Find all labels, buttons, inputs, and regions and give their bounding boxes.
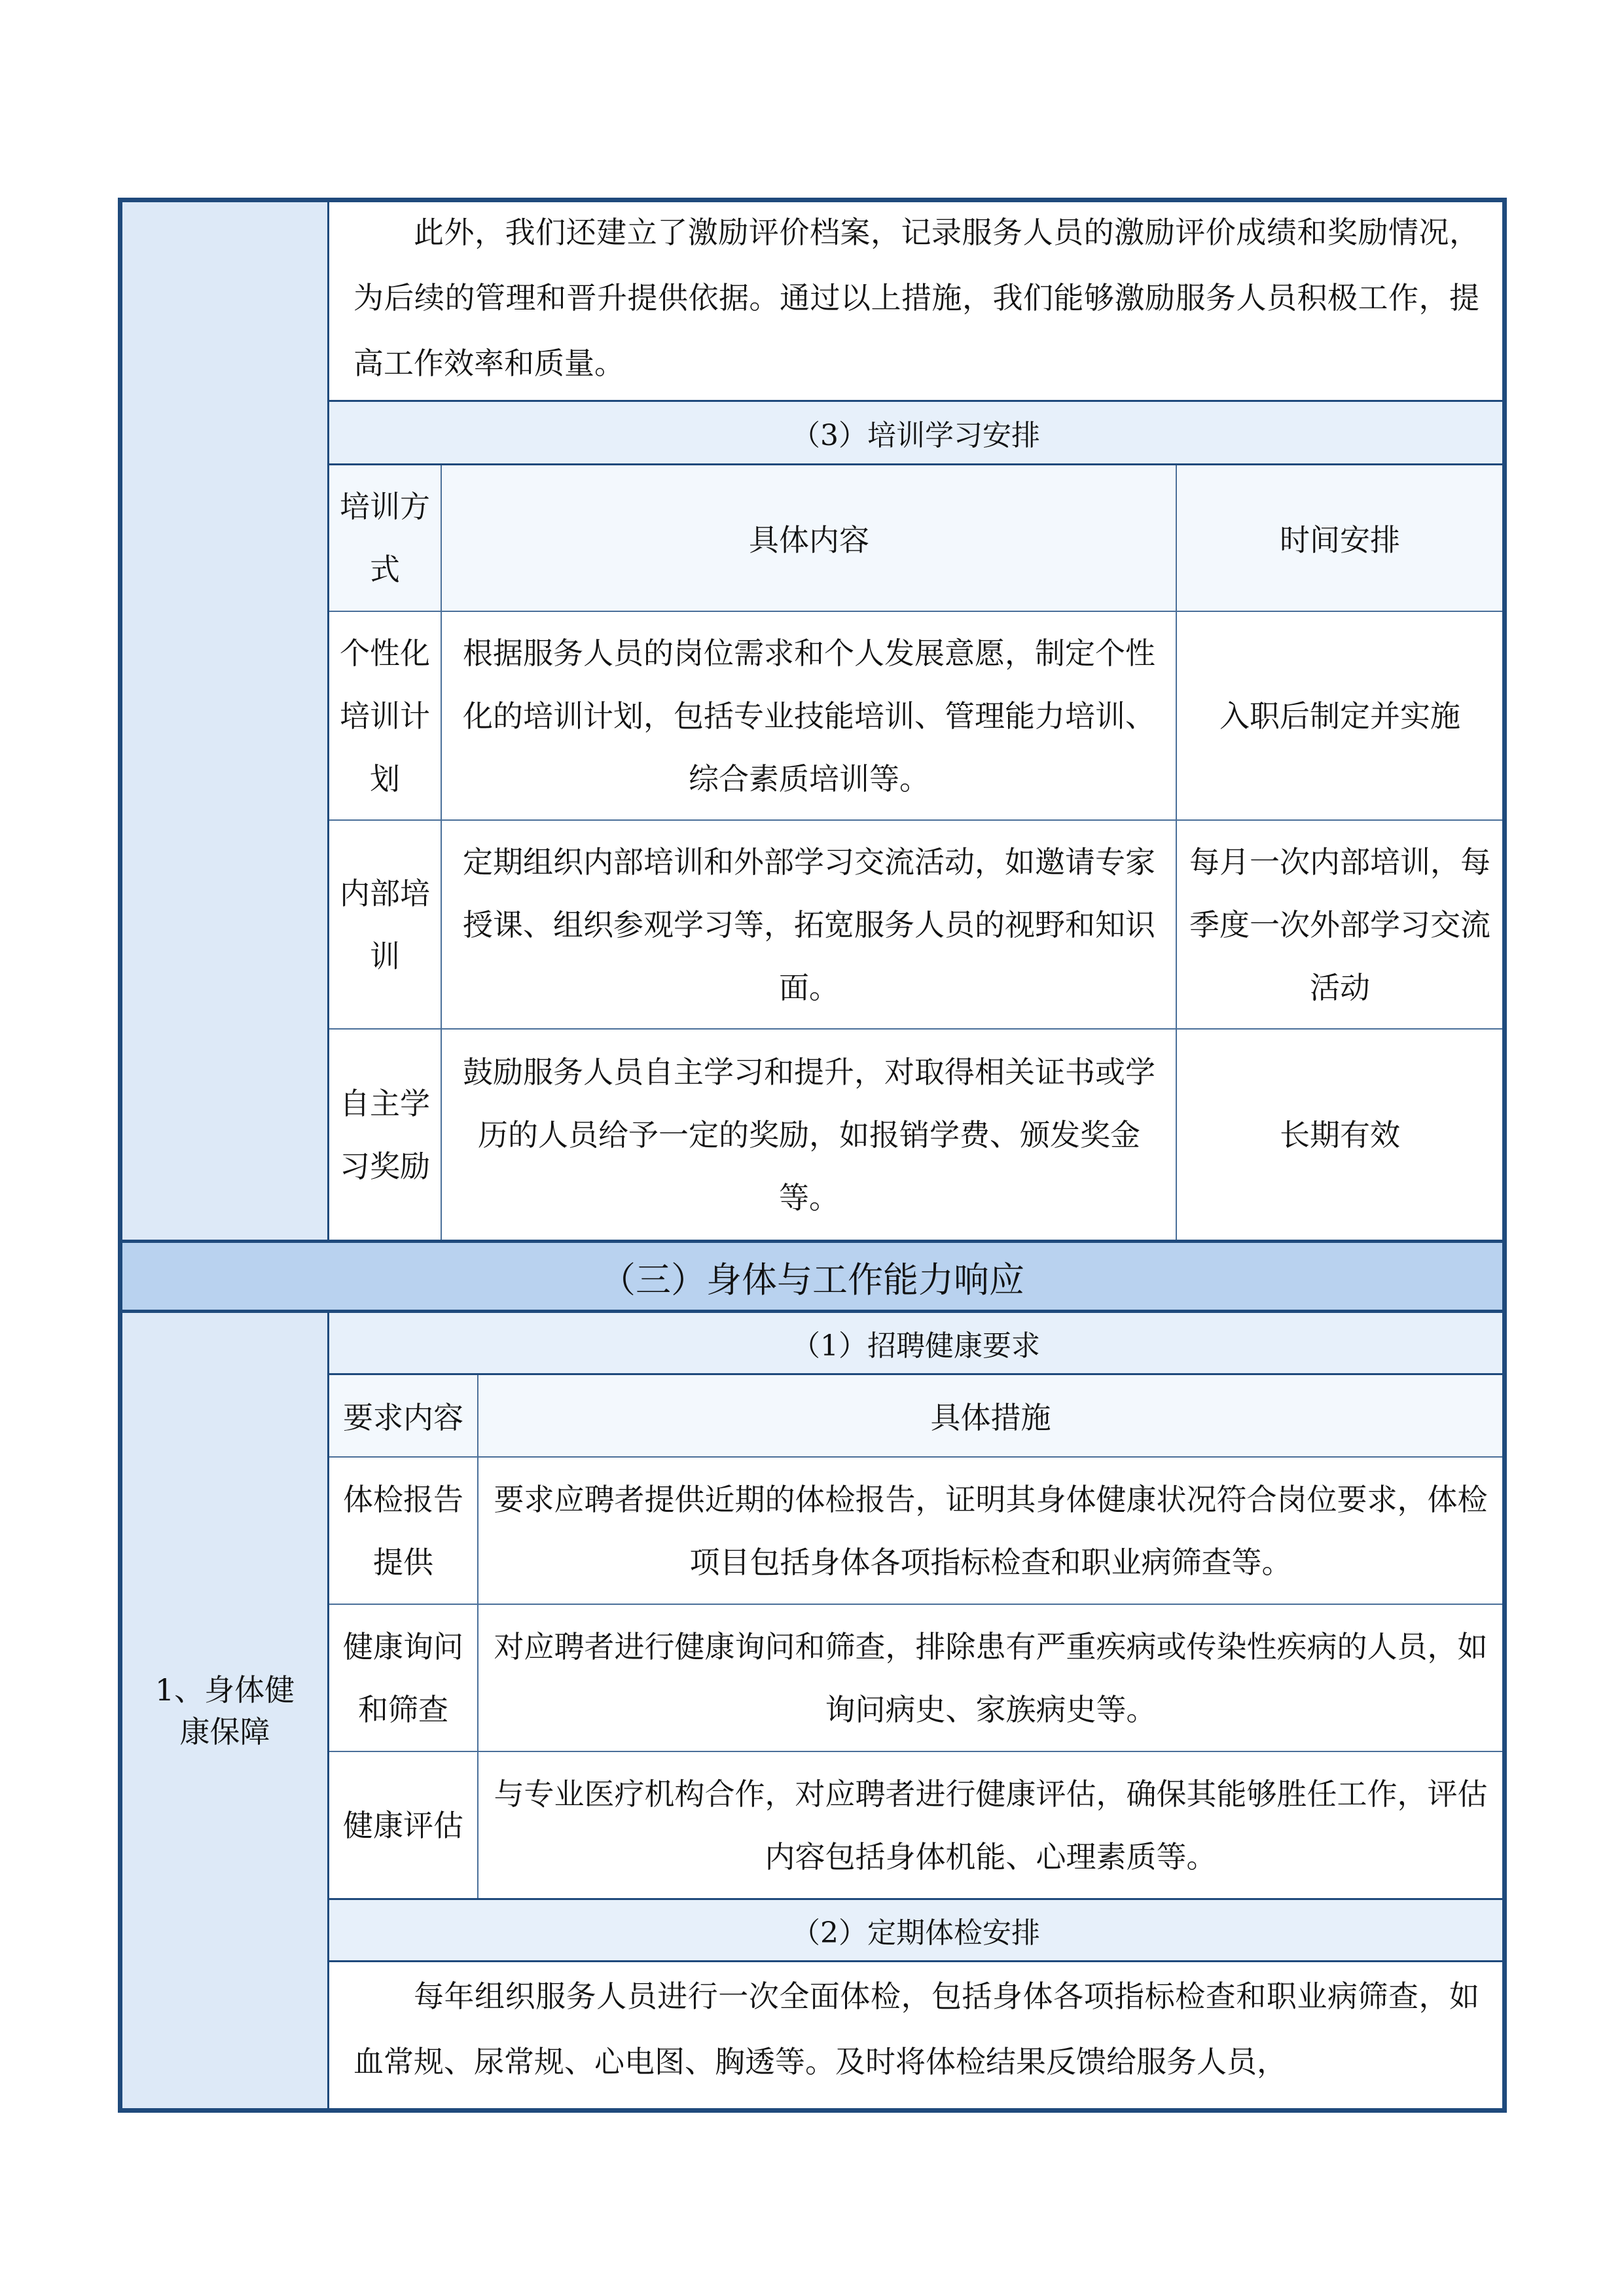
exam-title: （2）定期体检安排 <box>329 1900 1502 1960</box>
left-label-health: 1、身体健康保障 <box>154 1672 295 1749</box>
rule-recruit-col-1 <box>477 1375 478 1898</box>
exam-paragraph: 每年组织服务人员进行一次全面体检，包括身体各项指标检查和职业病筛查，如血常规、尿常规、心电图、胸透等。及时将体检结果反馈给服务人员， <box>353 1979 1479 2079</box>
header-measure: 具体措施 <box>479 1375 1502 1456</box>
training-row-1-time: 入职后制定并实施 <box>1219 698 1460 734</box>
training-row-2-content: 定期组织内部培训和外部学习交流活动，如邀请专家授课、组织参观学习等，拓宽服务人员的视野和知识面。 <box>463 844 1155 1005</box>
rule-after-training-row-2 <box>329 1028 1502 1030</box>
rule-after-recruit-row-3 <box>329 1898 1502 1900</box>
rule-after-recruit-header <box>329 1456 1502 1458</box>
rule-after-exam-title <box>329 1960 1502 1962</box>
rule-training-col-2 <box>1176 465 1177 1241</box>
recruit-row-1-req: 体检报告提供 <box>343 1482 463 1580</box>
recruit-row-3-req: 健康评估 <box>343 1808 463 1843</box>
training-row-2-time: 每月一次内部培训，每季度一次外部学习交流活动 <box>1189 844 1490 1005</box>
rule-after-training-header <box>329 611 1502 612</box>
divider-left-col-top <box>327 202 329 1243</box>
recruit-row-2-req: 健康询问和筛查 <box>343 1629 463 1727</box>
training-title: （3）培训学习安排 <box>329 402 1502 463</box>
recruit-row-2-measure: 对应聘者进行健康询问和筛查，排除患有严重疾病或传染性疾病的人员，如询问病史、家族病史等。 <box>494 1629 1488 1727</box>
rule-after-training-row-1 <box>329 819 1502 821</box>
rule-after-paragraph <box>329 400 1502 402</box>
header-time: 时间安排 <box>1178 465 1502 611</box>
training-row-1-method: 个性化培训计划 <box>340 636 430 797</box>
rule-after-section <box>122 1310 1502 1313</box>
section-title: （三）身体与工作能力响应 <box>122 1243 1502 1311</box>
left-column-top <box>122 202 327 1241</box>
training-row-1-content: 根据服务人员的岗位需求和个人发展意愿，制定个性化的培训计划，包括专业技能培训、管理能力培训、综合素质培训等。 <box>463 636 1155 797</box>
rule-after-recruit-row-2 <box>329 1751 1502 1752</box>
training-row-2-method: 内部培训 <box>340 876 430 974</box>
rule-training-col-1 <box>441 465 442 1241</box>
recruit-row-3-measure: 与专业医疗机构合作，对应聘者进行健康评估，确保其能够胜任工作，评估内容包括身体机能、心理素质等。 <box>494 1776 1488 1874</box>
rule-before-section <box>122 1240 1502 1243</box>
header-training-method-text: 培训方式 <box>340 489 430 587</box>
rule-after-recruit-row-1 <box>329 1604 1502 1605</box>
header-training-method <box>329 465 441 611</box>
rule-after-recruit-title <box>329 1373 1502 1375</box>
training-row-3-content: 鼓励服务人员自主学习和提升，对取得相关证书或学历的人员给予一定的奖励，如报销学费、颁发奖金等。 <box>463 1054 1155 1215</box>
incentive-paragraph: 此外，我们还建立了激励评价档案，记录服务人员的激励评价成绩和奖励情况，为后续的管理和晋升提供依据。通过以上措施，我们能够激励服务人员积极工作，提高工作效率和质量。 <box>353 215 1479 381</box>
training-row-3-method: 自主学习奖励 <box>340 1086 430 1184</box>
header-requirement: 要求内容 <box>329 1375 477 1456</box>
rule-after-training-title <box>329 463 1502 465</box>
header-content: 具体内容 <box>442 465 1176 611</box>
divider-left-col-bottom <box>327 1311 329 2108</box>
training-row-3-time: 长期有效 <box>1280 1117 1400 1153</box>
recruit-row-1-measure: 要求应聘者提供近期的体检报告，证明其身体健康状况符合岗位要求，体检项目包括身体各项指标检查和职业病筛查等。 <box>494 1482 1488 1580</box>
recruit-title: （1）招聘健康要求 <box>329 1313 1502 1373</box>
